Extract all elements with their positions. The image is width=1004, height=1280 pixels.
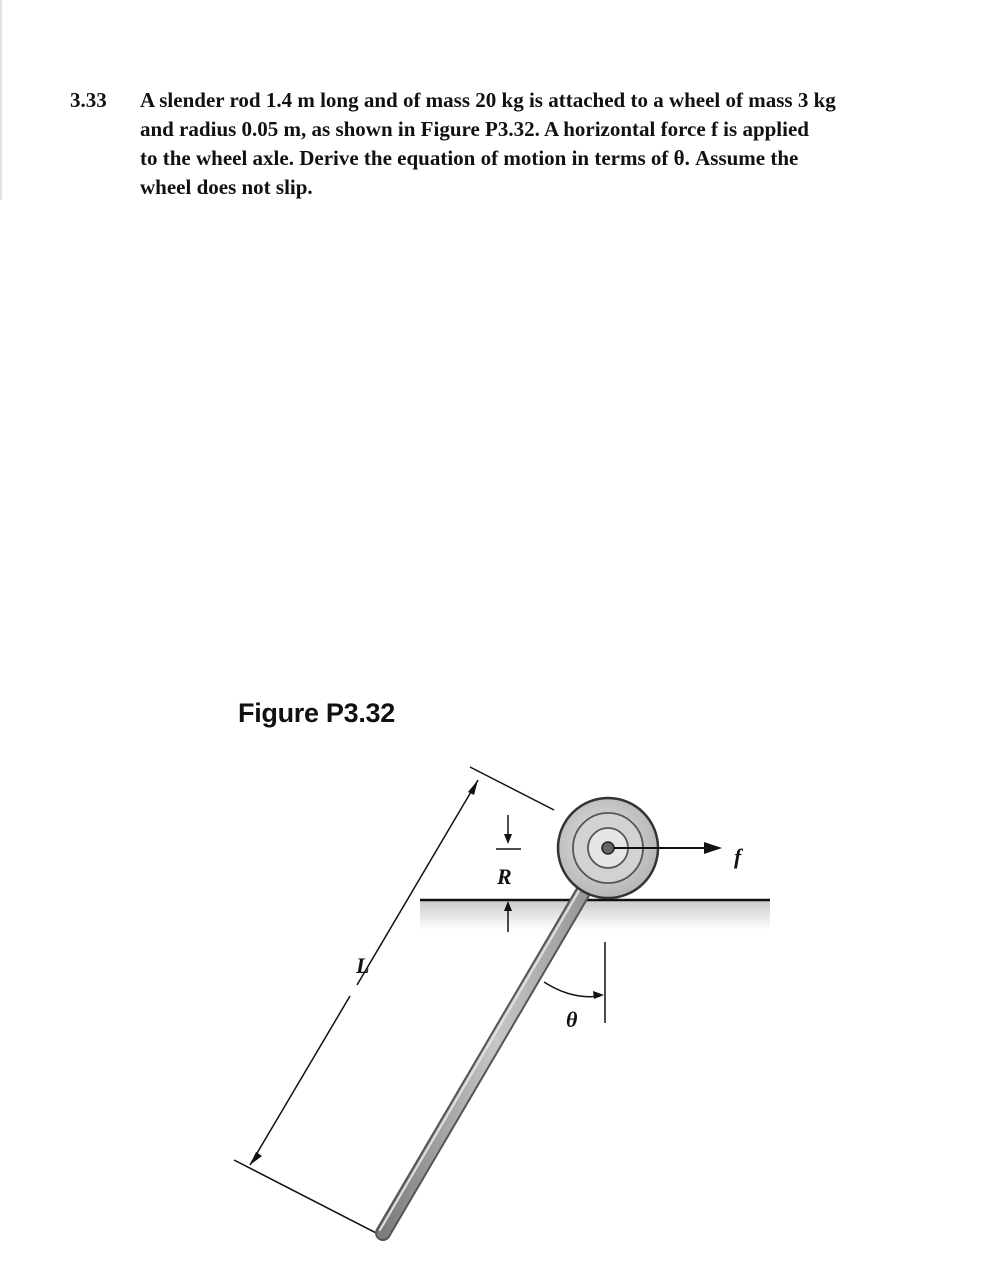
- problem-line-3: to the wheel axle. Derive the equation of motion in terms of θ. Assume the: [140, 146, 799, 170]
- force-label: f: [734, 844, 742, 869]
- figure-caption: Figure P3.32: [238, 698, 395, 728]
- angle-label: θ: [566, 1007, 578, 1032]
- ground-shading: [420, 900, 770, 930]
- length-label: L: [356, 953, 370, 978]
- problem-line-4: wheel does not slip.: [140, 175, 313, 199]
- problem-line-1: A slender rod 1.4 m long and of mass 20 kg is attached to a wheel of mass 3 kg: [140, 88, 836, 112]
- problem-number: 3.33: [70, 88, 107, 112]
- problem-line-2: and radius 0.05 m, as shown in Figure P3.32. A horizontal force f is applied: [140, 117, 809, 141]
- radius-label: R: [497, 864, 512, 889]
